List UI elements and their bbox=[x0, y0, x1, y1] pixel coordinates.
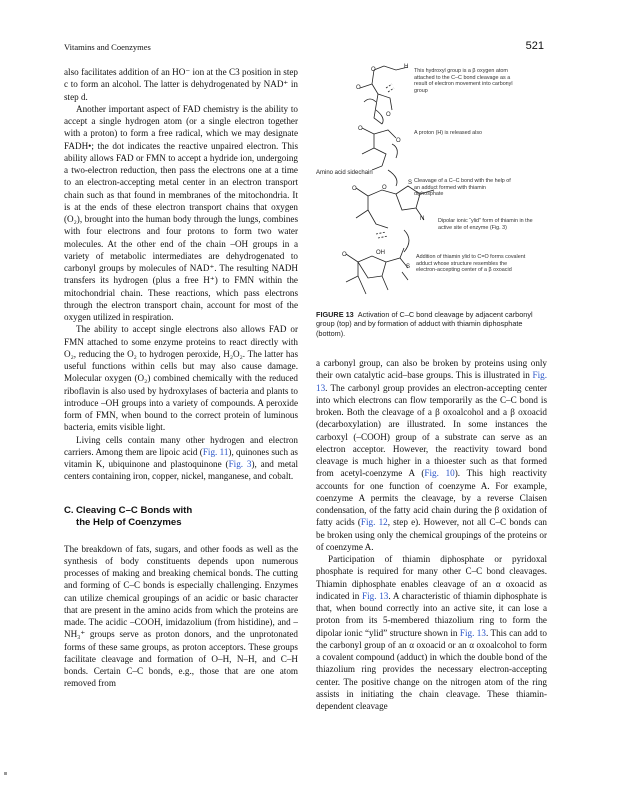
svg-text:O: O bbox=[396, 138, 401, 144]
svg-text:OH: OH bbox=[376, 250, 385, 256]
figure-link[interactable]: Fig. 11 bbox=[202, 446, 229, 457]
bond-lines bbox=[374, 66, 408, 70]
svg-text:O: O bbox=[358, 126, 363, 132]
svg-text:N: N bbox=[420, 216, 425, 222]
paragraph: The ability to accept single electrons also allows FAD or FMN attached to some enzyme proteins to react directly with O₂, reducing the O₂ to hydrogen peroxide, H₂O₂. The latter has useful functions within cells but may also cause damage. Molecular oxygen (O₂) combined chemically with the reduced riboflavin is also used by hydroxylases of bacteria and plants to introduce –OH groups into a variety of compounds. A peroxide form of FMN, when bound to the correct protein of luminous bacteria, emits visible light. bbox=[64, 324, 298, 433]
section-title-line2: the Help of Coenzymes bbox=[76, 516, 182, 528]
reaction-diagram bbox=[316, 58, 547, 303]
figure-link[interactable]: Fig. 3 bbox=[228, 459, 252, 469]
figure-link[interactable]: Fig. 12 bbox=[360, 517, 388, 528]
figure-note: Cleavage of a C–C bond with the help of an adduct formed with thiamin diphosphate bbox=[414, 178, 511, 198]
paragraph: Another important aspect of FAD chemistry is the ability to accept a single hydrogen atom (or a single electron together with a proton) to form a free radical, which we may designate FADH•; the dot indicates the reactive unpaired electron. This ability allows FAD or FMN to accept a hydride ion, undergoing a two-electron reduction, then pass the electrons one at a time to an electron-accepting metal center in an electron transport chain such as that found in membranes of the mitochondria. It is at the ends of these electron transport chains that oxygen (O₂), brought into the human body through the lungs, combines with four electrons and four protons to form two water molecules. At the other end of the chain –OH groups in a variety of metabolic intermediates are dehydrogenated to carbonyl groups by molecules of NAD⁺. The resulting NADH transfers its hydrogen (plus a free H⁺) to FMN within the mitochondrial chain. These reactions, which pass electrons through the electron transport chain, account for most of the oxygen utilized in respiration. bbox=[64, 103, 298, 322]
paragraph: a carbonyl group, can also be broken by proteins using only their own catalytic acid–base groups. This is illustrated in Fig. 13. The carbonyl group provides an electron-accepting center into which electrons can flow temporarily as the C–C bond is broken. Both the cleavage of a β oxoalcohol and a β oxoacid (decarboxylation) are illustrated. In some instances the carboxyl (–COOH) group of a substrate can serve as an electron acceptor. However, the reactivity toward bond cleavage is much higher in a thioester such as that formed from acetyl-coenzyme A (Fig. 10). This high reactivity accounts for one function of coenzyme A. For example, coenzyme A permits the cleavage, by a reverse Claisen condensation, of the fatty acid chain during the β oxidation of fatty acids (Fig. 12, step e). However, not all C–C bonds can be broken using only the chemical groupings of the proteins or of coenzyme A. bbox=[316, 358, 547, 552]
figure-link[interactable]: Fig. 10 bbox=[424, 468, 455, 479]
paragraph: also facilitates addition of an HO⁻ ion at the C3 position in step c to form an alcohol. The latter is dehydrogenated by NAD⁺ in step d. bbox=[64, 67, 298, 102]
section-number: C. bbox=[64, 504, 74, 516]
figure-link[interactable]: Fig. 13 bbox=[362, 590, 389, 601]
svg-text:O: O bbox=[356, 85, 361, 91]
figure-note: A proton (H) is released also bbox=[414, 130, 483, 136]
caption-label: FIGURE 13 bbox=[316, 310, 354, 319]
figure-note: This hydroxyl group is a β oxygen atom attached to the C–C bond cleavage as a result of electron movement into carbonyl group bbox=[414, 68, 513, 94]
svg-text:S: S bbox=[406, 264, 411, 270]
scan-mark bbox=[4, 772, 7, 775]
figure-link[interactable]: Fig. 13 bbox=[459, 627, 486, 638]
paragraph: Participation of thiamin diphosphate or pyridoxal phosphate is required for many other C–C bond cleavages. Thiamin diphosphate enables cleavage of an α oxoacid as indicated in Fig. 13. A characteristic of thiamin diphosphate is that, when bound correctly into an active site, it can lose a proton from its 5-membered thiazolium ring to form the dipolar ionic “ylid” structure shown in Fig. 13. This can add to the carbonyl group of an α oxoacid or an α oxoalcohol to form a covalent compound (adduct) in which the double bond of the thiazolium ring provides the necessary electron-accepting center. The positive change on the nitrogen atom of the ring assists in initiating the chain cleavage. These thiamin-dependent cleavage bbox=[316, 554, 547, 711]
svg-text:H: H bbox=[404, 64, 409, 70]
svg-text:O: O bbox=[352, 186, 357, 192]
paragraph: The breakdown of fats, sugars, and other foods as well as the synthesis of body constituents depends upon numerous processes of making and breaking chemical bonds. The cutting and forming of C–C bonds is especially challenging. Enzymes can utilize chemical groupings of an acidic or basic character that are present in the amino acids from which the proteins are made. The acidic –COOH, imidazolium (from histidine), and –NH₃⁺ groups serve as proton donors, and the unprotonated forms of these same groups, as proton acceptors. These groups facilitate cleavage and formation of O–H, N–H, and C–H bonds. Certain C–C bonds, e.g., those that are one atom removed from bbox=[64, 543, 298, 689]
running-title: Vitamins and Coenzymes bbox=[64, 42, 151, 52]
section-title-line1: Cleaving C–C Bonds with bbox=[76, 504, 193, 516]
figure-13 bbox=[316, 58, 547, 303]
running-head bbox=[64, 42, 544, 52]
svg-text:O: O bbox=[382, 185, 387, 191]
left-column bbox=[64, 66, 298, 690]
figure-caption bbox=[316, 310, 547, 338]
paragraph: Living cells contain many other hydrogen and electron carriers. Among them are lipoic acid (Fig. 11), quinones such as vitamin K, ubiquinone and plastoquinone (Fig. 3), and metal centers containing iron, copper, nickel, manganese, and cobalt. bbox=[64, 434, 298, 482]
section-heading bbox=[64, 505, 298, 529]
figure-note: Dipolar ionic “ylid” form of thiamin in the active site of enzyme (Fig. 3) bbox=[438, 218, 533, 231]
svg-text:S: S bbox=[408, 180, 413, 186]
page-number: 521 bbox=[525, 40, 544, 52]
svg-text:O: O bbox=[371, 67, 376, 73]
figure-link[interactable]: Fig. 13 bbox=[316, 370, 547, 393]
amino-acid-label: Amino acid sidechain bbox=[316, 170, 373, 176]
svg-text:O: O bbox=[386, 112, 391, 118]
right-column bbox=[316, 357, 547, 712]
caption-text: Activation of C–C bond cleavage by adjacent carbonyl group (top) and by formation of adduct with thiamin diphosphate (bottom). bbox=[316, 310, 533, 338]
figure-note: Addition of thiamin ylid to C=O forms covalent adduct whose structure resembles the electron-accepting center of a β oxoacid bbox=[416, 254, 526, 274]
svg-text:O: O bbox=[342, 252, 347, 258]
